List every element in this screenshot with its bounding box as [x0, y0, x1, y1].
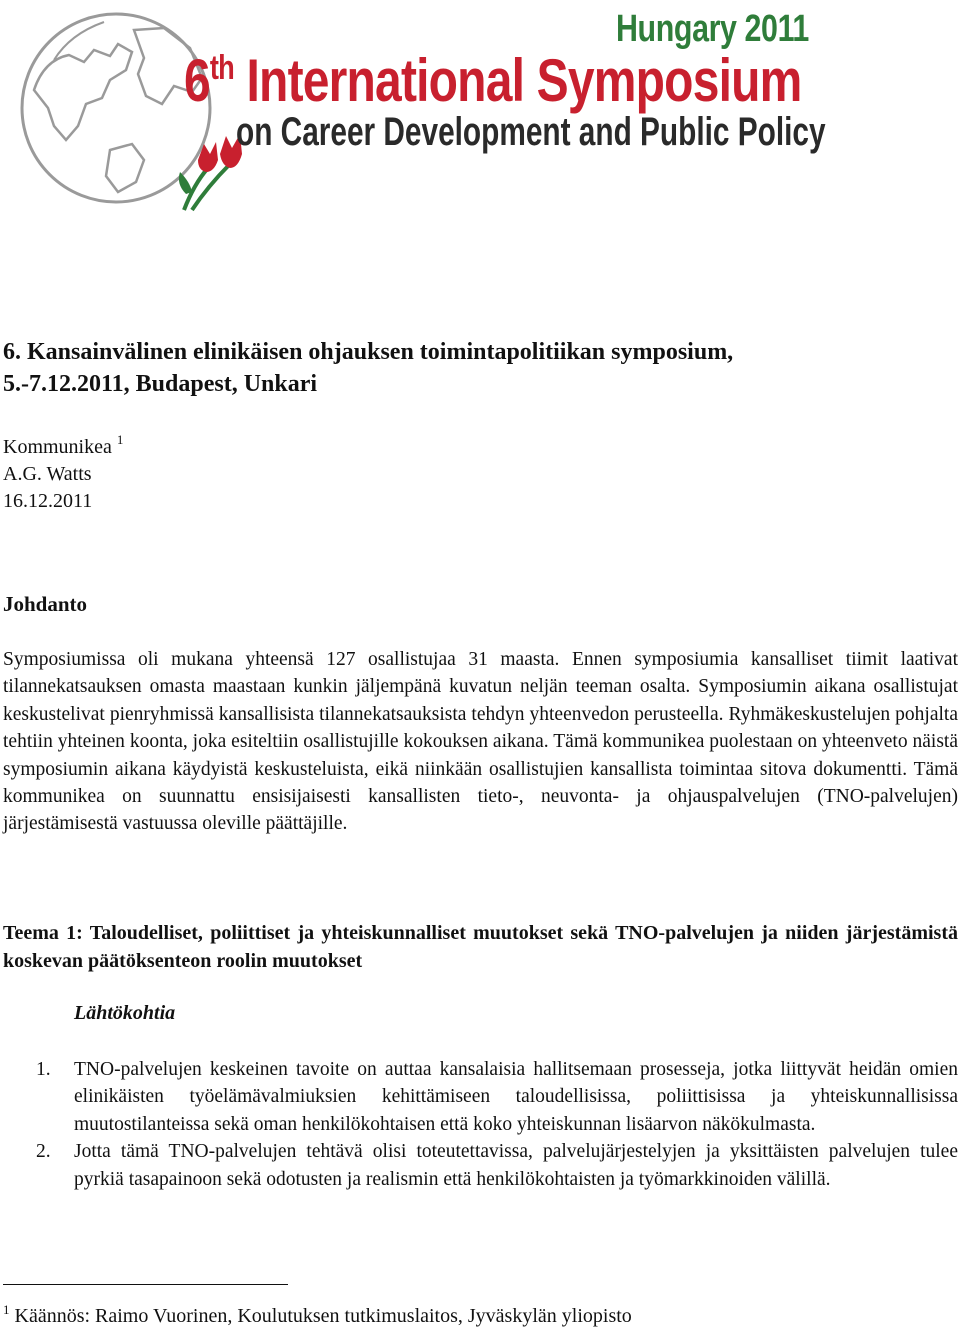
list-item-text: Jotta tämä TNO-palvelujen tehtävä olisi toteutettavissa, palvelujärjestelyjen ja yksittäisten palvelujen tulee pyrkiä tasapainoon sekä odotusten ja realismin että henkilökohtaisten ja työmarkkinoiden välillä. — [74, 1141, 958, 1190]
document-date: 16.12.2011 — [3, 490, 93, 512]
list-item-number: 2. — [36, 1141, 51, 1163]
intro-paragraph: Symposiumissa oli mukana yhteensä 127 osallistujaa 31 maasta. Ennen symposiumia kansalliset tiimit laativat tilannekatsauksen omasta maastaan kunkin jäljempänä kuvatun neljän teeman osalta. Symposiumin aikana osallistujat keskustelivat pienryhmissä kansallisista tilannekatsauksista tehdyn yhteenvedon perusteella. Ryhmäkeskustelujen pohjalta tehtiin yhteinen koonta, joka esiteltiin osallistujille kokouksen aikana. Tämä kommunikea puolestaan on yhteenveto näistä symposiumin aikana käydyistä keskusteluista, eikä niinkään osallistujien kansallista toimintaa sitova dokumentti. Tämä kommunikea on suunnattu ensisijaisesti kansallisten tieto-, neuvonta- ja ohjauspalvelujen (TNO-palvelujen) järjestämisestä vastuussa oleville päättäjille. — [3, 649, 958, 835]
title-line-1: 6. Kansainvälinen elinikäisen ohjauksen toimintapolitiikan symposium, — [3, 339, 734, 365]
list-item — [36, 1056, 958, 1138]
author: A.G. Watts — [3, 463, 92, 485]
document-title — [3, 336, 953, 400]
theme-1-list — [36, 1056, 958, 1193]
footnote-separator — [3, 1284, 288, 1285]
list-item — [36, 1138, 958, 1193]
title-line-2: 5.-7.12.2011, Budapest, Unkari — [3, 371, 318, 397]
theme-1-subheading: Lähtökohtia — [74, 1002, 176, 1024]
footnote — [3, 1296, 632, 1330]
logo-country-year: Hungary 2011 — [616, 8, 809, 50]
footnote-ref[interactable]: 1 — [116, 432, 124, 447]
theme-1-heading: Teema 1: Taloudelliset, poliittiset ja yhteiskunnalliset muutokset sekä TNO-palvelujen ja niiden järjestämistä koskevan päätöksenteon roolin muutokset — [3, 922, 958, 972]
logo-symposium-title: 6th International Symposium — [184, 47, 802, 114]
logo-subtitle: on Career Development and Public Policy — [236, 110, 826, 154]
document-type: Kommunikea $^1$ — [3, 432, 124, 458]
symposium-logo — [14, 0, 826, 220]
document-meta — [3, 426, 123, 515]
intro-heading: Johdanto — [3, 592, 88, 616]
list-item-number: 1. — [36, 1059, 51, 1080]
list-item-text: TNO-palvelujen keskeinen tavoite on auttaa kansalaisia hallitsemaan prosesseja, jotka liittyvät heidän omien elinikäisten työelämävalmiuksien kehittämiseen taloudellisissa, poliittisissa ja yhteiskunnallisissa muutostilanteissa sekä oman henkilökohtaisen että koko yhteiskunnan lisäarvon näkökulmasta. — [74, 1059, 958, 1135]
footnote-number: 1 — [3, 1302, 10, 1317]
footnote-text: Käännös: Raimo Vuorinen, Koulutuksen tutkimuslaitos, Jyväskylän yliopisto — [14, 1305, 632, 1327]
